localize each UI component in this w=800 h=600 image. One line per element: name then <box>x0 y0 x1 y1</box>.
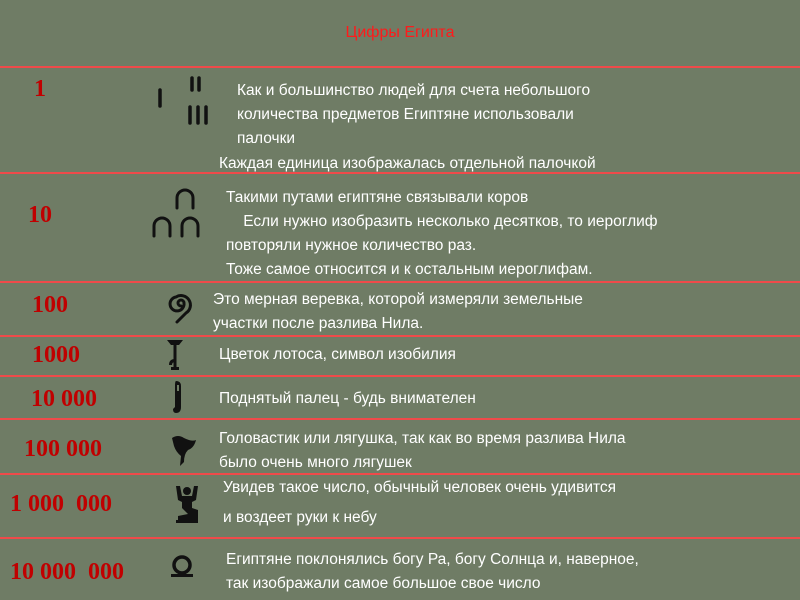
number-label: 10 <box>28 202 52 228</box>
heel-bone-icon <box>148 178 206 240</box>
description-line: Головастик или лягушка, так как во время разлива Нила <box>219 430 626 447</box>
coiled-rope-icon <box>168 289 194 325</box>
number-label: 1 <box>34 76 46 102</box>
description-line: Если нужно изобразить несколько десятков, то иероглиф <box>226 213 658 230</box>
description-line: было очень много лягушек <box>219 454 412 471</box>
description-line: участки после разлива Нила. <box>213 315 424 332</box>
row-divider <box>0 66 800 68</box>
number-label: 100 <box>32 292 68 318</box>
description-line: Такими путами египтяне связывали коров <box>226 189 529 206</box>
description-line: повторяли нужное количество раз. <box>226 237 477 254</box>
number-label: 10 000 <box>31 386 97 412</box>
description-line: и воздеет руки к небу <box>223 509 377 526</box>
number-label: 1 000 000 <box>10 491 112 517</box>
description-line: Каждая единица изображалась отдельной палочкой <box>219 155 596 172</box>
description-line: количества предметов Египтяне использовали <box>237 106 574 123</box>
stroke-icon <box>150 74 216 130</box>
number-label: 100 000 <box>24 436 102 462</box>
description-line: Поднятый палец - будь внимателен <box>219 390 476 407</box>
number-label: 1000 <box>32 342 80 368</box>
description-line: палочки <box>237 130 296 147</box>
tadpole-icon <box>168 432 200 468</box>
description-line: Тоже самое относится и к остальным иероглифам. <box>226 261 593 278</box>
raised-finger-icon <box>170 379 186 415</box>
row-divider <box>0 418 800 420</box>
description-line: Как и большинство людей для счета небольшого <box>237 82 591 99</box>
row-divider <box>0 375 800 377</box>
sun-god-ra-icon <box>168 552 198 582</box>
description-line: Увидев такое число, обычный человек очень удивится <box>223 479 617 496</box>
number-label: 10 000 000 <box>10 559 124 585</box>
page-title: Цифры Египта <box>345 24 455 41</box>
description-line: Цветок лотоса, символ изобилия <box>219 346 456 363</box>
description-line: Египтяне поклонялись богу Ра, богу Солнца и, наверное, <box>226 551 639 568</box>
lotus-flower-icon <box>164 337 186 373</box>
astonished-man-icon <box>170 484 204 524</box>
description-line: Это мерная веревка, которой измеряли земельные <box>213 291 583 308</box>
row-divider <box>0 537 800 539</box>
description-line: так изображали самое большое свое число <box>226 575 541 592</box>
